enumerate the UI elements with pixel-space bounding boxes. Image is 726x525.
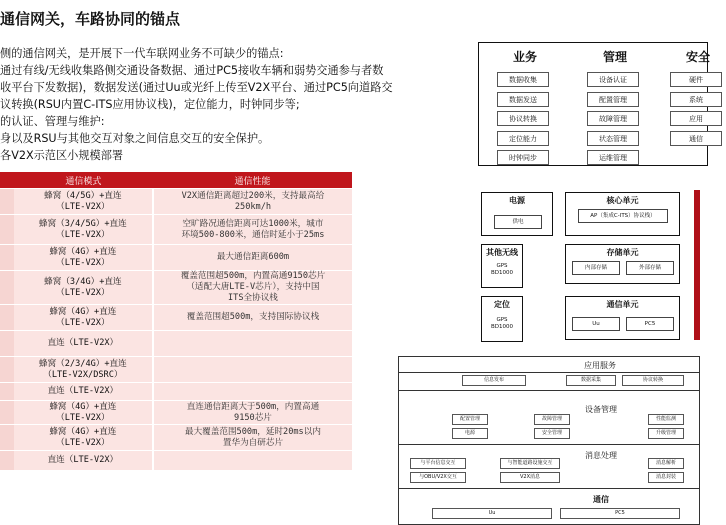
arch-app-service: 应用服务 <box>584 361 616 370</box>
arch-comm-item: Uu <box>432 508 552 519</box>
comm-unit-uu: Uu <box>572 317 620 331</box>
cell-mode: 蜂窝（3/4G）+直连 （LTE-V2X） <box>14 271 153 305</box>
cell-perf: 最大通信距离600m <box>153 245 352 271</box>
function-item: 硬件 <box>670 72 722 87</box>
row-marker <box>0 305 14 331</box>
arch-msg-item: 与智能道路设施交互 <box>500 458 560 469</box>
arch-device-item: 升级管理 <box>648 428 684 439</box>
function-item: 系统 <box>670 92 722 107</box>
arch-divider <box>398 444 700 445</box>
intro-line: 各V2X示范区小规模部署 <box>0 149 124 162</box>
table-row <box>0 245 352 271</box>
cell-perf: V2X通信距离超过200米，支持最高给 250km/h <box>153 189 352 215</box>
intro-line: 收平台下发数据)，数据发送(通过Uu或光纤上传至V2X平台、通过PC5向道路交 <box>0 81 393 94</box>
comm-unit-block <box>565 296 680 340</box>
intro-line: 的认证、管理与维护: <box>0 115 105 128</box>
function-item: 时钟同步 <box>497 150 549 165</box>
other-wireless-title: 其他无线 <box>486 248 518 257</box>
table-row <box>0 305 352 331</box>
storage-item-external: 外部存储 <box>626 261 674 275</box>
arch-app-item: 数据采集 <box>566 375 616 386</box>
other-wireless-block <box>481 244 523 288</box>
function-column-title: 业务 <box>512 50 537 64</box>
cell-mode: 蜂窝（3/4/5G）+直连 （LTE-V2X） <box>14 215 153 245</box>
core-block <box>565 192 680 236</box>
arch-divider <box>398 372 700 373</box>
rsu-spec-table <box>0 172 352 471</box>
table-row <box>0 331 352 357</box>
storage-block <box>565 244 680 284</box>
arch-msg-item: 与OBU/V2X交互 <box>410 472 466 483</box>
function-item: 应用 <box>670 111 722 126</box>
cell-perf: 空旷路况通信距离可达1000米，城市 环境500-800米，通信时延小于25ms <box>153 215 352 245</box>
arch-msg-proc: 消息处理 <box>585 451 617 460</box>
arch-device-item: 电源 <box>452 428 488 439</box>
storage-title: 存储单元 <box>606 248 639 257</box>
positioning-title: 定位 <box>494 300 510 309</box>
row-marker <box>0 215 14 245</box>
intro-line: 侧的通信网关，是开展下一代车联网业务不可缺少的锚点: <box>0 47 284 60</box>
table-row <box>0 425 352 451</box>
cell-perf <box>153 451 352 471</box>
row-marker <box>0 401 14 425</box>
row-marker <box>0 331 14 357</box>
row-marker <box>0 425 14 451</box>
row-marker <box>0 451 14 471</box>
table-row <box>0 383 352 401</box>
power-title: 电源 <box>509 196 525 205</box>
cell-mode: 直连（LTE-V2X） <box>14 451 153 471</box>
cell-mode: 蜂窝（4G）+直连 （LTE-V2X） <box>14 305 153 331</box>
function-item: 运维管理 <box>587 150 639 165</box>
function-item: 数据发送 <box>497 92 549 107</box>
table-header-perf: 通信性能 <box>153 172 352 189</box>
other-wireless-item: GPS BD1000 <box>488 263 516 277</box>
cell-mode: 蜂窝（4G）+直连 （LTE-V2X） <box>14 425 153 451</box>
accent-bar <box>694 190 700 340</box>
function-item: 定位能力 <box>497 131 549 146</box>
cell-perf <box>153 357 352 383</box>
cell-perf: 覆盖范围超500m，内置高通9150芯片 （适配大唐LTE-V芯片），支持中国 ITS全协议栈 <box>153 271 352 305</box>
arch-msg-item: 消息解析 <box>648 458 684 469</box>
positioning-item: GPS BD1000 <box>488 317 516 331</box>
table-row <box>0 271 352 305</box>
arch-device-item: 性能监测 <box>648 414 684 425</box>
intro-line: 议转换(RSU内置C-ITS应用协议栈)，定位能力，时钟同步等; <box>0 98 300 111</box>
cell-mode: 直连（LTE-V2X） <box>14 331 153 357</box>
arch-device-item: 配置管理 <box>452 414 488 425</box>
table-row <box>0 401 352 425</box>
arch-divider <box>398 390 700 391</box>
comm-unit-title: 通信单元 <box>606 300 639 309</box>
function-item: 通信 <box>670 131 722 146</box>
arch-device-mgmt: 设备管理 <box>585 405 617 414</box>
cell-perf: 直连通信距离大于500m，内置高通 9150芯片 <box>153 401 352 425</box>
row-marker <box>0 245 14 271</box>
positioning-block <box>481 296 523 342</box>
table-row <box>0 189 352 215</box>
arch-device-item: 故障管理 <box>534 414 570 425</box>
arch-divider <box>398 488 700 489</box>
cell-perf: 覆盖范围超500m，支持国际协议栈 <box>153 305 352 331</box>
function-item: 配置管理 <box>587 92 639 107</box>
cell-mode: 蜂窝（4G）+直连 （LTE-V2X） <box>14 245 153 271</box>
table-row <box>0 357 352 383</box>
function-item: 故障管理 <box>587 111 639 126</box>
cell-mode: 蜂窝（4G）+直连 （LTE-V2X） <box>14 401 153 425</box>
arch-app-item: 信息发布 <box>462 375 526 386</box>
comm-unit-pc5: PC5 <box>626 317 674 331</box>
function-item: 设备认证 <box>587 72 639 87</box>
power-block <box>481 192 553 236</box>
arch-msg-item: 与平台信息交互 <box>410 458 466 469</box>
cell-perf <box>153 331 352 357</box>
function-column-title: 安全 <box>685 50 710 64</box>
table-row <box>0 451 352 471</box>
arch-msg-item: V2X消息 <box>500 472 560 483</box>
core-item: AP（集成C-ITS）协议栈） <box>578 209 668 223</box>
function-item: 协议转换 <box>497 111 549 126</box>
intro-line: 通过有线/无线收集路侧交通设备数据、通过PC5接收车辆和弱势交通参与者数 <box>0 64 384 77</box>
table-header-blank <box>0 172 14 189</box>
cell-perf: 最大覆盖范围500m，延时20ms以内 置华为自研芯片 <box>153 425 352 451</box>
cell-mode: 蜂窝（2/3/4G）+直连 （LTE-V2X/DSRC） <box>14 357 153 383</box>
intro-line: 身以及RSU与其他交互对象之间信息交互的安全保护。 <box>0 132 270 145</box>
row-marker <box>0 271 14 305</box>
arch-device-item: 安全管理 <box>534 428 570 439</box>
row-marker <box>0 189 14 215</box>
power-item: 供电 <box>494 215 542 229</box>
arch-comm-item: PC5 <box>560 508 680 519</box>
row-marker <box>0 383 14 401</box>
cell-mode: 蜂窝（4/5G）+直连 （LTE-V2X） <box>14 189 153 215</box>
row-marker <box>0 357 14 383</box>
function-item: 状态管理 <box>587 131 639 146</box>
function-column-title: 管理 <box>602 50 627 64</box>
table-header-mode: 通信模式 <box>14 172 153 189</box>
storage-item-internal: 内部存储 <box>572 261 620 275</box>
function-item: 数据收集 <box>497 72 549 87</box>
cell-perf <box>153 383 352 401</box>
arch-app-item: 协议转换 <box>622 375 684 386</box>
arch-comm: 通信 <box>593 495 609 504</box>
table-row <box>0 215 352 245</box>
arch-msg-item: 消息封装 <box>648 472 684 483</box>
page-title: 通信网关，车路协同的锚点 <box>0 10 181 28</box>
cell-mode: 直连（LTE-V2X） <box>14 383 153 401</box>
core-title: 核心单元 <box>606 196 639 205</box>
intro-text <box>0 45 455 164</box>
